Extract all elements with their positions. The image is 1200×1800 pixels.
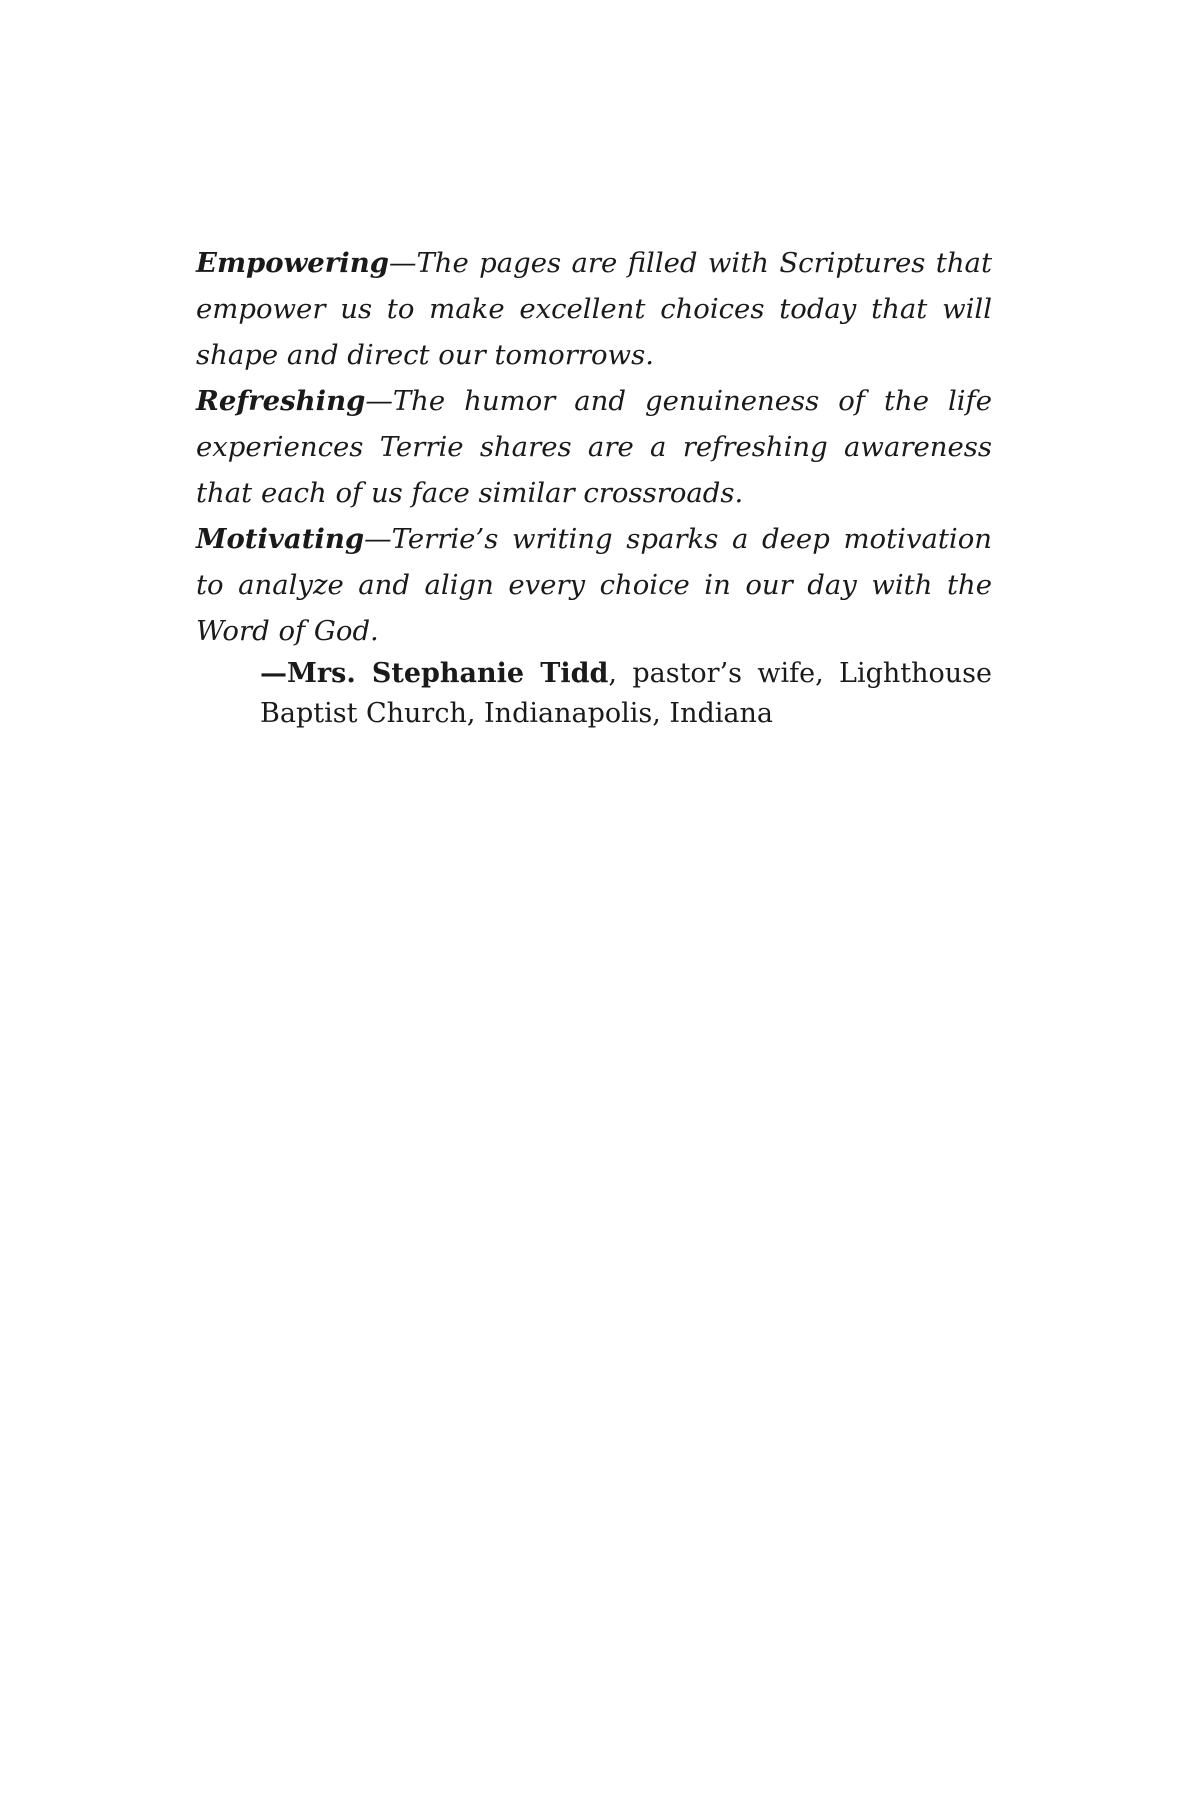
endorsement-term: Refreshing [196,385,366,417]
attribution-name: Mrs. Stephanie Tidd [287,658,609,689]
endorsement-refreshing [196,378,992,516]
attribution-affiliation: , pastor’s wife, Lighthouse Baptist Church, Indianapolis, Indiana [260,658,992,729]
endorsement-text: —The humor and genuineness of the life experiences Terrie shares are a refreshing awareness that each of us face similar crossroads. [196,385,992,509]
endorsement-block [196,240,992,734]
attribution-dash: — [260,658,287,689]
endorsement-text: —The pages are filled with Scriptures that empower us to make excellent choices today that will shape and direct our tomorrows. [196,247,992,371]
endorsement-motivating [196,516,992,654]
endorsement-empowering [196,240,992,378]
endorsement-term: Empowering [196,247,389,279]
attribution [196,654,992,734]
endorsement-term: Motivating [196,523,365,555]
endorsement-text: —Terrie’s writing sparks a deep motivation to analyze and align every choice in our day with the Word of God. [196,523,992,647]
